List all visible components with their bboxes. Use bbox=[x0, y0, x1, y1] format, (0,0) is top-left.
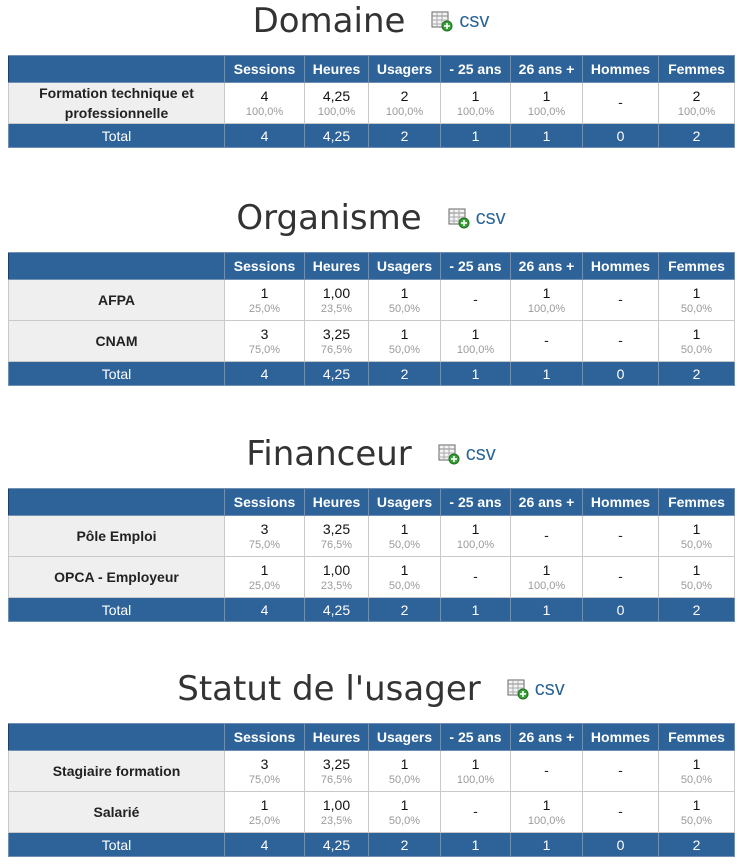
column-header: - 25 ans bbox=[441, 253, 511, 280]
cell-value: 3,25 bbox=[322, 755, 351, 772]
stats-table bbox=[8, 488, 735, 622]
total-value: 1 bbox=[441, 362, 511, 386]
data-cell bbox=[583, 557, 659, 598]
column-header: Femmes bbox=[659, 724, 735, 751]
column-header: Heures bbox=[305, 253, 369, 280]
cell-percent: 50,0% bbox=[388, 814, 421, 827]
cell-value: 1,00 bbox=[322, 561, 351, 578]
data-cell bbox=[583, 280, 659, 321]
section-header bbox=[8, 197, 734, 239]
cell-percent: 76,5% bbox=[320, 343, 353, 356]
csv-label: csv bbox=[465, 442, 496, 465]
total-label: Total bbox=[9, 362, 225, 386]
cell-value: 1,00 bbox=[322, 796, 351, 813]
cell-value: 1 bbox=[400, 796, 409, 813]
stats-table bbox=[8, 55, 735, 148]
column-header: Heures bbox=[305, 489, 369, 516]
row-label: OPCA - Employeur bbox=[9, 557, 225, 598]
csv-export-link[interactable] bbox=[448, 207, 506, 230]
empty-value: - bbox=[544, 527, 549, 543]
column-header: - 25 ans bbox=[441, 56, 511, 83]
column-header: Sessions bbox=[225, 724, 305, 751]
section-header bbox=[8, 668, 734, 710]
cell-percent: 100,0% bbox=[385, 105, 424, 118]
data-cell bbox=[511, 516, 583, 557]
data-cell bbox=[225, 516, 305, 557]
data-cell bbox=[369, 280, 441, 321]
cell-percent: 75,0% bbox=[248, 773, 281, 786]
cell-percent: 100,0% bbox=[527, 579, 566, 592]
data-cell bbox=[511, 557, 583, 598]
total-value: 1 bbox=[511, 362, 583, 386]
table-wrap bbox=[8, 488, 734, 622]
empty-value: - bbox=[473, 568, 478, 584]
section-title: Organisme bbox=[236, 198, 422, 238]
row-label: Formation technique et professionnelle bbox=[9, 83, 225, 124]
cell-value: 1,00 bbox=[322, 284, 351, 301]
cell-value: 3 bbox=[260, 755, 269, 772]
data-cell bbox=[659, 792, 735, 833]
column-header: Sessions bbox=[225, 56, 305, 83]
section-title: Domaine bbox=[252, 1, 406, 41]
cell-value: 1 bbox=[542, 87, 551, 104]
data-cell bbox=[225, 280, 305, 321]
csv-label: csv bbox=[534, 677, 565, 700]
total-value: 0 bbox=[583, 598, 659, 622]
cell-value: 1 bbox=[471, 755, 480, 772]
cell-value: 1 bbox=[471, 520, 480, 537]
data-cell bbox=[369, 516, 441, 557]
section-header bbox=[8, 433, 734, 475]
table-row bbox=[9, 83, 735, 124]
column-header: Hommes bbox=[583, 489, 659, 516]
column-header: Femmes bbox=[659, 489, 735, 516]
data-cell bbox=[369, 83, 441, 124]
empty-value: - bbox=[473, 291, 478, 307]
cell-value: 1 bbox=[400, 755, 409, 772]
cell-value: 3,25 bbox=[322, 325, 351, 342]
header-row bbox=[9, 489, 735, 516]
data-cell bbox=[583, 321, 659, 362]
cell-percent: 50,0% bbox=[388, 579, 421, 592]
total-value: 2 bbox=[369, 124, 441, 148]
total-row bbox=[9, 124, 735, 148]
cell-value: 3 bbox=[260, 325, 269, 342]
data-cell bbox=[583, 83, 659, 124]
data-cell bbox=[583, 792, 659, 833]
total-value: 4,25 bbox=[305, 124, 369, 148]
cell-percent: 25,0% bbox=[248, 814, 281, 827]
csv-label: csv bbox=[475, 206, 506, 229]
table-row bbox=[9, 792, 735, 833]
column-header: Heures bbox=[305, 56, 369, 83]
cell-percent: 75,0% bbox=[248, 343, 281, 356]
cell-value: 4 bbox=[260, 87, 269, 104]
cell-percent: 50,0% bbox=[388, 538, 421, 551]
total-value: 4 bbox=[225, 833, 305, 857]
total-value: 4,25 bbox=[305, 833, 369, 857]
cell-percent: 76,5% bbox=[320, 538, 353, 551]
column-header: Hommes bbox=[583, 56, 659, 83]
column-header: 26 ans + bbox=[511, 489, 583, 516]
stats-section bbox=[8, 197, 734, 386]
cell-percent: 23,5% bbox=[320, 579, 353, 592]
cell-value: 1 bbox=[692, 284, 701, 301]
column-header: Usagers bbox=[369, 253, 441, 280]
column-header: Hommes bbox=[583, 724, 659, 751]
header-blank bbox=[9, 724, 225, 751]
table-row bbox=[9, 557, 735, 598]
data-cell bbox=[225, 792, 305, 833]
stats-section bbox=[8, 0, 734, 148]
data-cell bbox=[441, 792, 511, 833]
data-cell bbox=[305, 83, 369, 124]
cell-percent: 100,0% bbox=[527, 302, 566, 315]
column-header: Usagers bbox=[369, 724, 441, 751]
cell-value: 3,25 bbox=[322, 520, 351, 537]
stats-table bbox=[8, 252, 735, 386]
header-row bbox=[9, 253, 735, 280]
stats-table bbox=[8, 723, 735, 857]
empty-value: - bbox=[618, 762, 623, 778]
cell-value: 1 bbox=[400, 325, 409, 342]
table-wrap bbox=[8, 723, 734, 857]
table-row bbox=[9, 516, 735, 557]
spreadsheet-add-icon bbox=[507, 678, 529, 700]
spreadsheet-add-icon bbox=[448, 207, 470, 229]
empty-value: - bbox=[544, 762, 549, 778]
total-label: Total bbox=[9, 598, 225, 622]
data-cell bbox=[441, 83, 511, 124]
data-cell bbox=[441, 557, 511, 598]
cell-percent: 100,0% bbox=[527, 814, 566, 827]
total-value: 4 bbox=[225, 362, 305, 386]
cell-percent: 50,0% bbox=[680, 814, 713, 827]
row-label: CNAM bbox=[9, 321, 225, 362]
column-header: Hommes bbox=[583, 253, 659, 280]
data-cell bbox=[305, 516, 369, 557]
data-cell bbox=[441, 516, 511, 557]
total-value: 4,25 bbox=[305, 598, 369, 622]
header-row bbox=[9, 56, 735, 83]
cell-percent: 23,5% bbox=[320, 814, 353, 827]
cell-percent: 100,0% bbox=[317, 105, 356, 118]
data-cell bbox=[305, 792, 369, 833]
cell-percent: 76,5% bbox=[320, 773, 353, 786]
column-header: - 25 ans bbox=[441, 489, 511, 516]
data-cell bbox=[441, 280, 511, 321]
cell-percent: 50,0% bbox=[680, 773, 713, 786]
cell-percent: 75,0% bbox=[248, 538, 281, 551]
column-header: - 25 ans bbox=[441, 724, 511, 751]
total-value: 4,25 bbox=[305, 362, 369, 386]
empty-value: - bbox=[618, 291, 623, 307]
cell-value: 1 bbox=[692, 796, 701, 813]
total-row bbox=[9, 833, 735, 857]
cell-value: 1 bbox=[471, 325, 480, 342]
total-value: 1 bbox=[441, 833, 511, 857]
data-cell bbox=[441, 321, 511, 362]
cell-value: 1 bbox=[260, 796, 269, 813]
column-header: Usagers bbox=[369, 489, 441, 516]
data-cell bbox=[511, 321, 583, 362]
total-value: 0 bbox=[583, 362, 659, 386]
cell-value: 1 bbox=[692, 561, 701, 578]
cell-value: 1 bbox=[542, 561, 551, 578]
data-cell bbox=[583, 751, 659, 792]
total-value: 2 bbox=[659, 362, 735, 386]
column-header: 26 ans + bbox=[511, 724, 583, 751]
empty-value: - bbox=[618, 568, 623, 584]
row-label: Salarié bbox=[9, 792, 225, 833]
empty-value: - bbox=[473, 803, 478, 819]
cell-value: 1 bbox=[542, 284, 551, 301]
cell-percent: 100,0% bbox=[456, 343, 495, 356]
cell-percent: 100,0% bbox=[245, 105, 284, 118]
csv-export-link[interactable] bbox=[431, 10, 489, 33]
column-header: Heures bbox=[305, 724, 369, 751]
total-row bbox=[9, 362, 735, 386]
empty-value: - bbox=[618, 803, 623, 819]
total-value: 1 bbox=[511, 833, 583, 857]
total-value: 1 bbox=[441, 598, 511, 622]
data-cell bbox=[659, 280, 735, 321]
table-wrap bbox=[8, 55, 734, 148]
column-header: Sessions bbox=[225, 489, 305, 516]
total-label: Total bbox=[9, 833, 225, 857]
row-label: Pôle Emploi bbox=[9, 516, 225, 557]
stats-section bbox=[8, 433, 734, 622]
section-header bbox=[8, 0, 734, 42]
header-row bbox=[9, 724, 735, 751]
header-blank bbox=[9, 489, 225, 516]
empty-value: - bbox=[618, 332, 623, 348]
column-header: Femmes bbox=[659, 253, 735, 280]
total-value: 1 bbox=[511, 124, 583, 148]
cell-percent: 100,0% bbox=[456, 773, 495, 786]
csv-export-link[interactable] bbox=[438, 443, 496, 466]
data-cell bbox=[659, 516, 735, 557]
cell-value: 1 bbox=[260, 561, 269, 578]
total-value: 2 bbox=[659, 598, 735, 622]
row-label: AFPA bbox=[9, 280, 225, 321]
cell-value: 1 bbox=[692, 520, 701, 537]
cell-percent: 50,0% bbox=[388, 773, 421, 786]
cell-percent: 50,0% bbox=[388, 302, 421, 315]
data-cell bbox=[659, 321, 735, 362]
cell-value: 2 bbox=[692, 87, 701, 104]
data-cell bbox=[369, 557, 441, 598]
data-cell bbox=[225, 321, 305, 362]
cell-value: 1 bbox=[260, 284, 269, 301]
cell-percent: 100,0% bbox=[456, 105, 495, 118]
cell-value: 1 bbox=[692, 325, 701, 342]
cell-percent: 50,0% bbox=[680, 343, 713, 356]
data-cell bbox=[441, 751, 511, 792]
cell-value: 1 bbox=[471, 87, 480, 104]
column-header: Usagers bbox=[369, 56, 441, 83]
total-value: 4 bbox=[225, 598, 305, 622]
data-cell bbox=[659, 557, 735, 598]
empty-value: - bbox=[618, 94, 623, 110]
data-cell bbox=[305, 557, 369, 598]
data-cell bbox=[511, 280, 583, 321]
data-cell bbox=[225, 83, 305, 124]
cell-value: 1 bbox=[542, 796, 551, 813]
section-title: Financeur bbox=[246, 434, 412, 474]
cell-value: 1 bbox=[692, 755, 701, 772]
column-header: Femmes bbox=[659, 56, 735, 83]
header-blank bbox=[9, 253, 225, 280]
data-cell bbox=[369, 321, 441, 362]
cell-percent: 100,0% bbox=[456, 538, 495, 551]
spreadsheet-add-icon bbox=[431, 10, 453, 32]
data-cell bbox=[511, 792, 583, 833]
total-value: 2 bbox=[369, 833, 441, 857]
empty-value: - bbox=[618, 527, 623, 543]
table-row bbox=[9, 280, 735, 321]
data-cell bbox=[225, 557, 305, 598]
cell-value: 1 bbox=[400, 520, 409, 537]
total-value: 0 bbox=[583, 833, 659, 857]
total-value: 2 bbox=[369, 362, 441, 386]
data-cell bbox=[225, 751, 305, 792]
column-header: 26 ans + bbox=[511, 56, 583, 83]
data-cell bbox=[511, 751, 583, 792]
total-value: 0 bbox=[583, 124, 659, 148]
data-cell bbox=[305, 280, 369, 321]
total-value: 2 bbox=[659, 124, 735, 148]
cell-percent: 100,0% bbox=[677, 105, 716, 118]
cell-percent: 25,0% bbox=[248, 579, 281, 592]
cell-value: 1 bbox=[400, 561, 409, 578]
cell-value: 3 bbox=[260, 520, 269, 537]
empty-value: - bbox=[544, 332, 549, 348]
cell-value: 1 bbox=[400, 284, 409, 301]
cell-value: 4,25 bbox=[322, 87, 351, 104]
cell-percent: 100,0% bbox=[527, 105, 566, 118]
stats-section bbox=[8, 668, 734, 857]
cell-percent: 50,0% bbox=[388, 343, 421, 356]
section-title: Statut de l'usager bbox=[177, 669, 481, 709]
column-header: 26 ans + bbox=[511, 253, 583, 280]
total-value: 4 bbox=[225, 124, 305, 148]
total-value: 1 bbox=[441, 124, 511, 148]
total-label: Total bbox=[9, 124, 225, 148]
data-cell bbox=[369, 792, 441, 833]
data-cell bbox=[305, 321, 369, 362]
header-blank bbox=[9, 56, 225, 83]
cell-percent: 50,0% bbox=[680, 579, 713, 592]
total-row bbox=[9, 598, 735, 622]
cell-value: 2 bbox=[400, 87, 409, 104]
data-cell bbox=[369, 751, 441, 792]
csv-label: csv bbox=[459, 9, 490, 32]
total-value: 1 bbox=[511, 598, 583, 622]
data-cell bbox=[659, 751, 735, 792]
table-wrap bbox=[8, 252, 734, 386]
total-value: 2 bbox=[369, 598, 441, 622]
cell-percent: 50,0% bbox=[680, 302, 713, 315]
data-cell bbox=[305, 751, 369, 792]
column-header: Sessions bbox=[225, 253, 305, 280]
table-row bbox=[9, 321, 735, 362]
total-value: 2 bbox=[659, 833, 735, 857]
row-label: Stagiaire formation bbox=[9, 751, 225, 792]
cell-percent: 25,0% bbox=[248, 302, 281, 315]
data-cell bbox=[583, 516, 659, 557]
cell-percent: 50,0% bbox=[680, 538, 713, 551]
csv-export-link[interactable] bbox=[507, 678, 565, 701]
data-cell bbox=[511, 83, 583, 124]
spreadsheet-add-icon bbox=[438, 443, 460, 465]
table-row bbox=[9, 751, 735, 792]
data-cell bbox=[659, 83, 735, 124]
cell-percent: 23,5% bbox=[320, 302, 353, 315]
